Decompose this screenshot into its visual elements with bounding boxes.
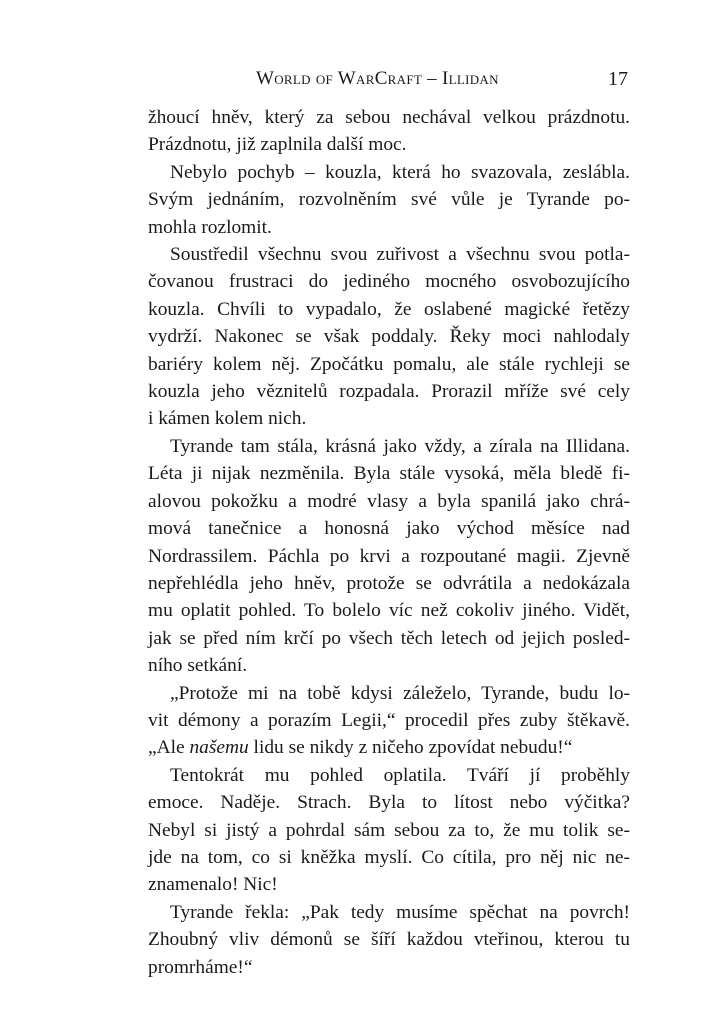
text-line: Nebyl si jistý a pohrdal sám sebou za to, že mu tolik se- bbox=[148, 819, 630, 841]
text-line: jak se před ním krčí po všech těch letech od jejich posled- bbox=[148, 627, 630, 649]
text-line: Léta ji nijak nezměnila. Byla stále vysoká, měla bledě fi- bbox=[148, 463, 630, 485]
text-line: žhoucí hněv, který za sebou nechával velkou prázdnotu. bbox=[148, 107, 630, 128]
text-line: „Protože mi na tobě kdysi záleželo, Tyrande, budu lo- bbox=[170, 682, 630, 704]
text-line: kouzla jeho věznitelů rozpadala. Prorazil mříže své cely bbox=[148, 381, 630, 403]
text-line: Prázdnotu, již zaplnila další moc. bbox=[148, 134, 407, 156]
paragraph bbox=[148, 680, 630, 762]
page-number: 17 bbox=[608, 68, 628, 90]
text-line: bariéry kolem něj. Zpočátku pomalu, ale stále rychleji se bbox=[148, 353, 630, 375]
text-line: mohla rozlomit. bbox=[148, 216, 272, 238]
body-text bbox=[148, 104, 630, 981]
text-line: i kámen kolem nich. bbox=[148, 408, 307, 430]
paragraph bbox=[148, 762, 630, 899]
text-line: Svým jednáním, rozvolněním své vůle je Tyrande po- bbox=[148, 189, 630, 211]
emphasized-word: našemu bbox=[189, 737, 249, 759]
running-header bbox=[148, 68, 630, 92]
paragraph bbox=[148, 104, 630, 159]
text-line: Tentokrát mu pohled oplatila. Tváří jí proběhly bbox=[170, 764, 630, 786]
text-line: promrháme!“ bbox=[148, 956, 253, 978]
text-line: vydrží. Nakonec se však poddaly. Řeky moci nahlodaly bbox=[148, 326, 630, 348]
text-line: čovanou frustraci do jediného mocného osvobozujícího bbox=[148, 271, 630, 293]
text-line: Zhoubný vliv démonů se šíří každou vteřinou, kterou tu bbox=[148, 929, 630, 951]
text-line: mu oplatit pohled. To bolelo víc než cokoliv jiného. Vidět, bbox=[148, 600, 630, 622]
text-line: kouzla. Chvíli to vypadalo, že oslabené magické řetězy bbox=[148, 298, 630, 320]
paragraph bbox=[148, 159, 630, 241]
text-line: Nordrassilem. Páchla po krvi a rozpoutané magii. Zjevně bbox=[148, 545, 630, 567]
text-line: „Ale našemu lidu se nikdy z ničeho zpovídat nebudu!“ bbox=[148, 737, 573, 759]
paragraph bbox=[148, 241, 630, 433]
text-line: Tyrande řekla: „Pak tedy musíme spěchat na povrch! bbox=[170, 901, 630, 923]
text-line: mová tanečnice a honosná jako východ měsíce nad bbox=[148, 518, 630, 540]
text-line: Soustředil všechnu svou zuřivost a všechnu svou potla- bbox=[170, 244, 630, 266]
paragraph bbox=[148, 433, 630, 680]
running-title: World of WarCraft – Illidan bbox=[256, 68, 499, 89]
paragraph bbox=[148, 899, 630, 981]
text-line: nepřehlédla jeho hněv, protože se odvrátila a nedokázala bbox=[148, 572, 630, 594]
text-line: jde na tom, co si kněžka myslí. Co cítila, pro něj nic ne- bbox=[148, 846, 630, 868]
text-line: znamenalo! Nic! bbox=[148, 874, 278, 896]
text-line: Tyrande tam stála, krásná jako vždy, a zírala na Illidana. bbox=[170, 435, 630, 457]
text-line: Nebylo pochyb – kouzla, která ho svazovala, zeslábla. bbox=[170, 161, 630, 183]
text-line: ního setkání. bbox=[148, 655, 248, 677]
text-line: emoce. Naděje. Strach. Byla to lítost nebo výčitka? bbox=[148, 792, 630, 814]
text-line: alovou pokožku a modré vlasy a byla spanilá jako chrá- bbox=[148, 490, 630, 512]
text-line: vit démony a porazím Legii,“ procedil přes zuby štěkavě. bbox=[148, 709, 630, 731]
